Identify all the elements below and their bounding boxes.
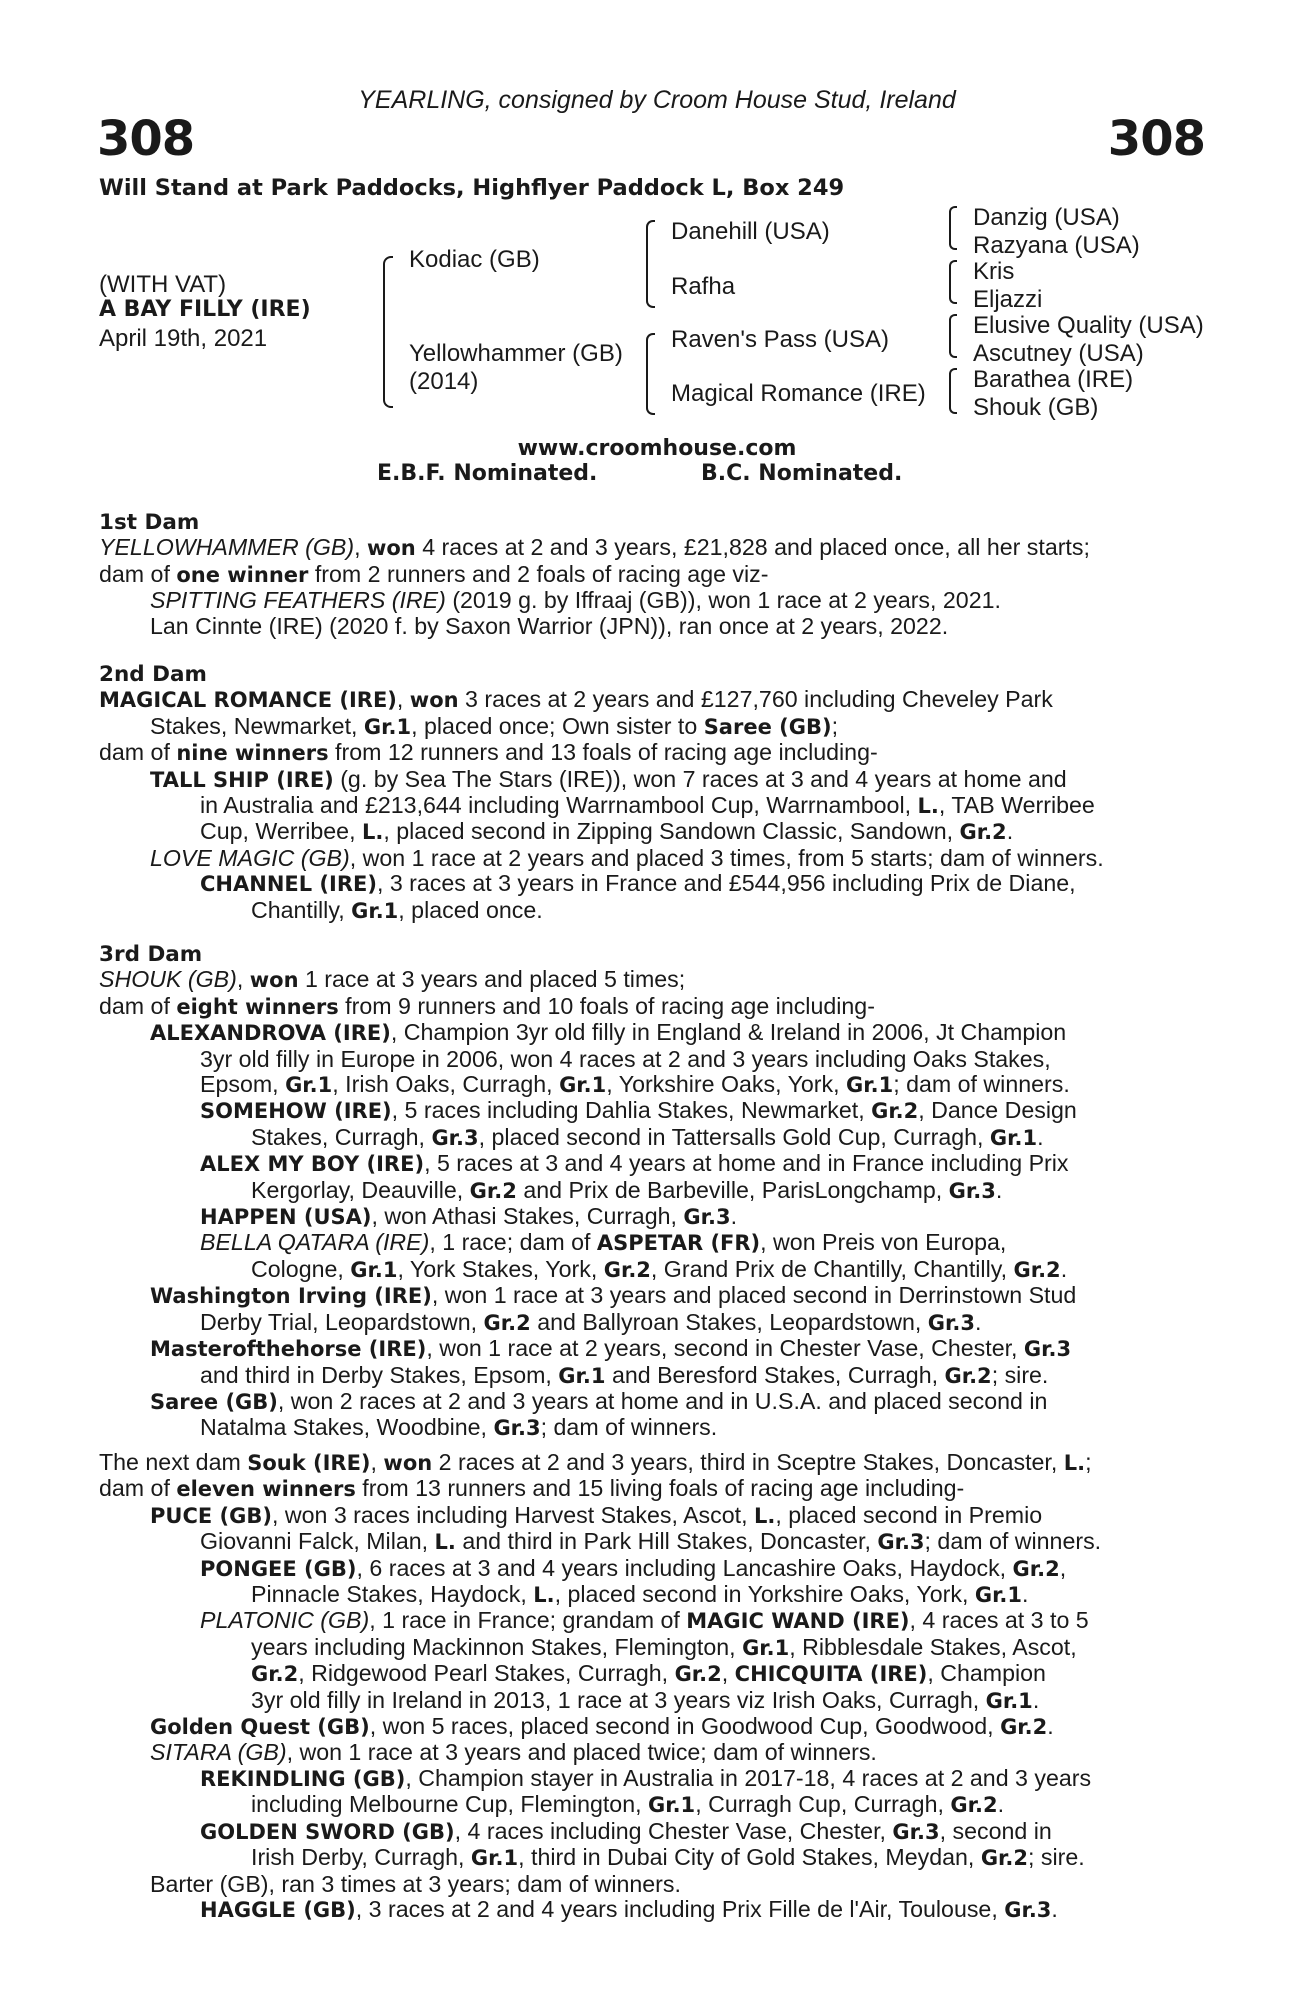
next-dam-line: The next dam Souk (IRE), won 2 races at 2 and 3 years, third in Sceptre Stakes, Doncaster, L.; <box>99 1449 1092 1475</box>
vat-note: (WITH VAT) <box>99 271 227 298</box>
third-dam-line: Stakes, Curragh, Gr.3, placed second in Tattersalls Gold Cup, Curragh, Gr.1. <box>251 1123 1044 1150</box>
next-dam-line: GOLDEN SWORD (GB), 4 races including Chester Vase, Chester, Gr.3, second in <box>200 1817 1052 1844</box>
pedigree-brace-sd <box>949 260 957 304</box>
second-dam-line: dam of nine winners from 12 runners and 13 foals of racing age including- <box>99 739 878 766</box>
third-dam-line: Epsom, Gr.1, Irish Oaks, Curragh, Gr.1, Yorkshire Oaks, York, Gr.1; dam of winners. <box>200 1071 1070 1098</box>
pedigree-dam-year: (2014) <box>409 368 479 395</box>
pedigree-dam: Yellowhammer (GB) <box>409 340 623 367</box>
next-dam-line: PUCE (GB), won 3 races including Harvest Stakes, Ascot, L., placed second in Premio <box>150 1501 1043 1528</box>
next-dam-line: Pinnacle Stakes, Haydock, L., placed second in Yorkshire Oaks, York, Gr.1. <box>251 1581 1029 1608</box>
pedigree-brace-dd <box>949 368 957 414</box>
pedigree-sss: Danzig (USA) <box>973 204 1120 231</box>
next-dam-line: PONGEE (GB), 6 races at 3 and 4 years including Lancashire Oaks, Haydock, Gr.2, <box>200 1554 1067 1581</box>
lot-number-left: 308 <box>97 111 195 167</box>
pedigree-brace-dam <box>646 333 655 415</box>
third-dam-line: BELLA QATARA (IRE), 1 race; dam of ASPETAR (FR), won Preis von Europa, <box>200 1229 1007 1256</box>
next-dam-line: HAGGLE (GB), 3 races at 2 and 4 years including Prix Fille de l'Air, Toulouse, Gr.3. <box>200 1895 1058 1922</box>
third-dam-line: Saree (GB), won 2 races at 2 and 3 years at home and in U.S.A. and placed second in <box>150 1387 1048 1414</box>
website: www.croomhouse.com <box>517 436 797 461</box>
second-dam-line: Cup, Werribee, L., placed second in Zipping Sandown Classic, Sandown, Gr.2. <box>200 818 1014 845</box>
next-dam-line: Barter (GB), ran 3 times at 3 years; dam of winners. <box>150 1870 681 1897</box>
pedigree-sds: Kris <box>973 258 1015 285</box>
lot-number-right: 308 <box>1107 111 1205 167</box>
pedigree-brace-main <box>383 256 393 408</box>
pedigree-sdd: Eljazzi <box>973 286 1043 313</box>
horse-name: A BAY FILLY (IRE) <box>99 297 311 322</box>
second-dam-heading: 2nd Dam <box>99 662 207 687</box>
third-dam-section <box>0 942 1314 1442</box>
second-dam-line: Stakes, Newmarket, Gr.1, placed once; Own sister to Saree (GB); <box>150 712 839 739</box>
next-dam-line: years including Mackinnon Stakes, Flemington, Gr.1, Ribblesdale Stakes, Ascot, <box>251 1633 1077 1660</box>
first-dam-line: Lan Cinnte (IRE) (2020 f. by Saxon Warrior (JPN)), ran once at 2 years, 2022. <box>150 612 949 639</box>
stand-location: Will Stand at Park Paddocks, Highflyer Paddock L, Box 249 <box>99 175 845 201</box>
second-dam-line: LOVE MAGIC (GB), won 1 race at 2 years and placed 3 times, from 5 starts; dam of winners. <box>150 844 1104 871</box>
second-dam-line: Chantilly, Gr.1, placed once. <box>251 896 543 923</box>
second-dam-line: MAGICAL ROMANCE (IRE), won 3 races at 2 years and £127,760 including Cheveley Park <box>99 686 1053 713</box>
first-dam-line: SPITTING FEATHERS (IRE) (2019 g. by Iffraaj (GB)), won 1 race at 2 years, 2021. <box>150 587 1001 614</box>
next-dam-line: 3yr old filly in Ireland in 2013, 1 race at 3 years viz Irish Oaks, Curragh, Gr.1. <box>251 1686 1040 1713</box>
third-dam-line: Washington Irving (IRE), won 1 race at 3 years and placed second in Derrinstown Stud <box>150 1282 1077 1309</box>
pedigree-ssd: Razyana (USA) <box>973 232 1140 259</box>
third-dam-line: SOMEHOW (IRE), 5 races including Dahlia Stakes, Newmarket, Gr.2, Dance Design <box>200 1097 1077 1124</box>
pedigree-dam-dam: Magical Romance (IRE) <box>671 380 926 407</box>
pedigree-brace-ds <box>949 314 957 358</box>
next-dam-line: Golden Quest (GB), won 5 races, placed second in Goodwood Cup, Goodwood, Gr.2. <box>150 1713 1054 1740</box>
first-dam-section <box>0 510 1314 639</box>
third-dam-line: HAPPEN (USA), won Athasi Stakes, Curragh, Gr.3. <box>200 1203 738 1230</box>
next-dam-line: dam of eleven winners from 13 runners and 15 living foals of racing age including- <box>99 1475 965 1502</box>
next-dam-line: Irish Derby, Curragh, Gr.1, third in Dubai City of Gold Stakes, Meydan, Gr.2; sire. <box>251 1844 1085 1871</box>
third-dam-line: ALEXANDROVA (IRE), Champion 3yr old filly in England & Ireland in 2006, Jt Champion <box>150 1019 1067 1046</box>
horse-dob: April 19th, 2021 <box>99 325 268 352</box>
third-dam-line: Natalma Stakes, Woodbine, Gr.3; dam of winners. <box>200 1414 718 1441</box>
consignment-line: YEARLING, consigned by Croom House Stud, Ireland <box>358 86 956 114</box>
third-dam-line: Masterofthehorse (IRE), won 1 race at 2 years, second in Chester Vase, Chester, Gr.3 <box>150 1335 1072 1362</box>
next-dam-line: Gr.2, Ridgewood Pearl Stakes, Curragh, Gr.2, CHICQUITA (IRE), Champion <box>251 1660 1046 1687</box>
pedigree-dam-sire: Raven's Pass (USA) <box>671 326 889 353</box>
third-dam-line: Kergorlay, Deauville, Gr.2 and Prix de Barbeville, ParisLongchamp, Gr.3. <box>251 1176 1003 1203</box>
next-dam-line: PLATONIC (GB), 1 race in France; grandam of MAGIC WAND (IRE), 4 races at 3 to 5 <box>200 1607 1089 1634</box>
bc-nominated: B.C. Nominated. <box>701 461 903 486</box>
third-dam-line: and third in Derby Stakes, Epsom, Gr.1 and Beresford Stakes, Curragh, Gr.2; sire. <box>200 1361 1049 1388</box>
pedigree-sire-dam: Rafha <box>671 273 736 300</box>
second-dam-line: CHANNEL (IRE), 3 races at 3 years in France and £544,956 including Prix de Diane, <box>200 870 1076 897</box>
third-dam-line: 3yr old filly in Europe in 2006, won 4 races at 2 and 3 years including Oaks Stakes, <box>200 1045 1051 1072</box>
second-dam-line: in Australia and £213,644 including Warrnambool Cup, Warrnambool, L., TAB Werribee <box>200 792 1095 819</box>
pedigree-dds: Barathea (IRE) <box>973 366 1134 393</box>
ebf-nominated: E.B.F. Nominated. <box>377 461 598 486</box>
pedigree-brace-ss <box>949 206 957 250</box>
next-dam-line: Giovanni Falck, Milan, L. and third in Park Hill Stakes, Doncaster, Gr.3; dam of winners. <box>200 1528 1102 1555</box>
first-dam-heading: 1st Dam <box>99 510 200 535</box>
pedigree-dsd: Ascutney (USA) <box>973 340 1144 367</box>
first-dam-line: dam of one winner from 2 runners and 2 foals of racing age viz- <box>99 560 769 587</box>
third-dam-line: SHOUK (GB), won 1 race at 3 years and placed 5 times; <box>99 966 686 993</box>
pedigree-dss: Elusive Quality (USA) <box>973 312 1204 339</box>
next-dam-line: SITARA (GB), won 1 race at 3 years and placed twice; dam of winners. <box>150 1739 877 1766</box>
second-dam-section <box>0 662 1314 924</box>
third-dam-heading: 3rd Dam <box>99 942 203 967</box>
next-dam-section <box>0 1450 1314 1923</box>
pedigree-brace-sire <box>646 220 655 308</box>
second-dam-line: TALL SHIP (IRE) (g. by Sea The Stars (IRE)), won 7 races at 3 and 4 years at home and <box>150 765 1067 792</box>
third-dam-line: dam of eight winners from 9 runners and 10 foals of racing age including- <box>99 992 875 1019</box>
pedigree-sire: Kodiac (GB) <box>409 246 540 273</box>
third-dam-line: Derby Trial, Leopardstown, Gr.2 and Ballyroan Stakes, Leopardstown, Gr.3. <box>200 1308 982 1335</box>
pedigree-sire-sire: Danehill (USA) <box>671 218 830 245</box>
first-dam-line: YELLOWHAMMER (GB), won 4 races at 2 and 3 years, £21,828 and placed once, all her starts; <box>99 534 1090 561</box>
next-dam-line: including Melbourne Cup, Flemington, Gr.1, Curragh Cup, Curragh, Gr.2. <box>251 1791 1005 1818</box>
third-dam-line: Cologne, Gr.1, York Stakes, York, Gr.2, Grand Prix de Chantilly, Chantilly, Gr.2. <box>251 1255 1068 1282</box>
third-dam-line: ALEX MY BOY (IRE), 5 races at 3 and 4 years at home and in France including Prix <box>200 1150 1069 1177</box>
next-dam-line: REKINDLING (GB), Champion stayer in Australia in 2017-18, 4 races at 2 and 3 years <box>200 1764 1092 1791</box>
pedigree-ddd: Shouk (GB) <box>973 394 1099 421</box>
